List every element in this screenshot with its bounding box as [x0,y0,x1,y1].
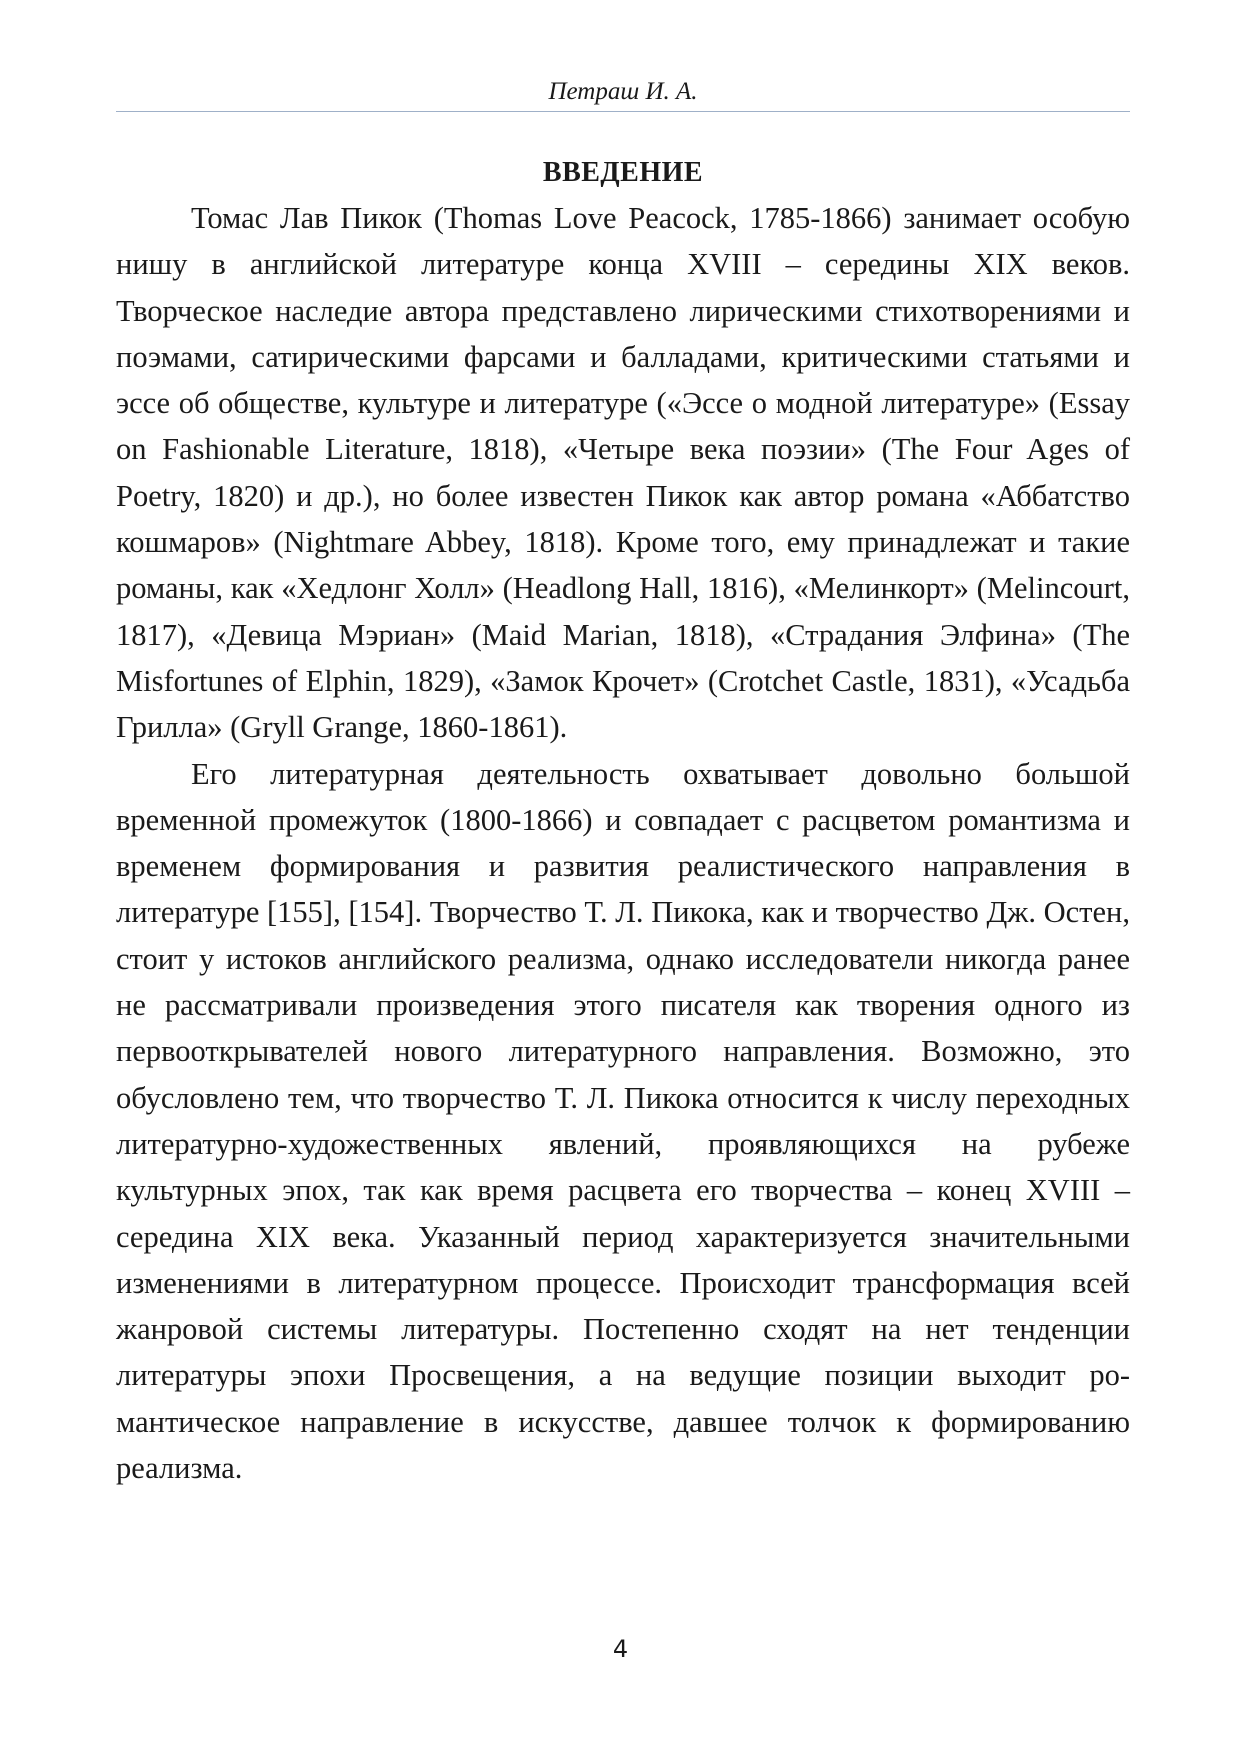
header-divider [116,111,1130,112]
body-text [116,195,1130,1491]
page-number: 4 [612,1635,629,1663]
running-header: Петраш И. А. [548,78,698,105]
paragraph: Томас Лав Пикок (Thomas Love Peacock, 1785-1866) занимает особую нишу в английской литературе конца XVIII – середины XIX веков. Творческое наследие автора представлено лирическими стихотворениями и поэмами, сатирическими фарсами и балладами, критическими статьями и эссе об обществе, культуре и литературе («Эссе о модной литературе» (Essay on Fashionable Literature, 1818), «Четыре века поэзии» (The Four Ages of Poetry, 1820) и др.), но более известен Пикок как автор романа «Аббатство кошмаров» (Nightmare Abbey, 1818). Кроме того, ему принадлежат и такие романы, как «Хедлонг Холл» (Headlong Hall, 1816), «Мелинкорт» (Melincourt, 1817), «Девица Мэриан» (Maid Marian, 1818), «Страдания Элфина» (The Misfortunes of Elphin, 1829), «Замок Крочет» (Crotchet Castle, 1831), «Усадьба Грилла» (Gryll Grange, 1860-1861). [116,201,1130,745]
paragraph: Его литературная деятельность охватывает довольно большой временной промежуток (1800-1866) и совпадает с расцветом романтизма и временем формирования и развития реалистического направления в литературе [155], [154]. Творчество Т. Л. Пикока, как и творчество Дж. Остен, стоит у истоков английского реализма, однако исследователи никогда ранее не рассматривали произведения этого писателя как творения одного из первооткрывателей нового литературного направления. Возможно, это обусловлено тем, что творчество Т. Л. Пикока относится к числу переходных литературно-художественных явлений, проявляющихся на рубеже культурных эпох, так как время расцвета его творчества – конец XVIII – середина XIX века. Указанный период характеризуется значительными изменениями в литературном процессе. Происходит трансформация всей жанровой системы литературы. Постепенно сходят на нет тенденции литературы эпохи Просвещения, а на ведущие позиции выходит романтическое направление в искусстве, давшее толчок к формированию реализма. [116,756,1130,1486]
chapter-title: ВВЕДЕНИЕ [542,156,704,188]
